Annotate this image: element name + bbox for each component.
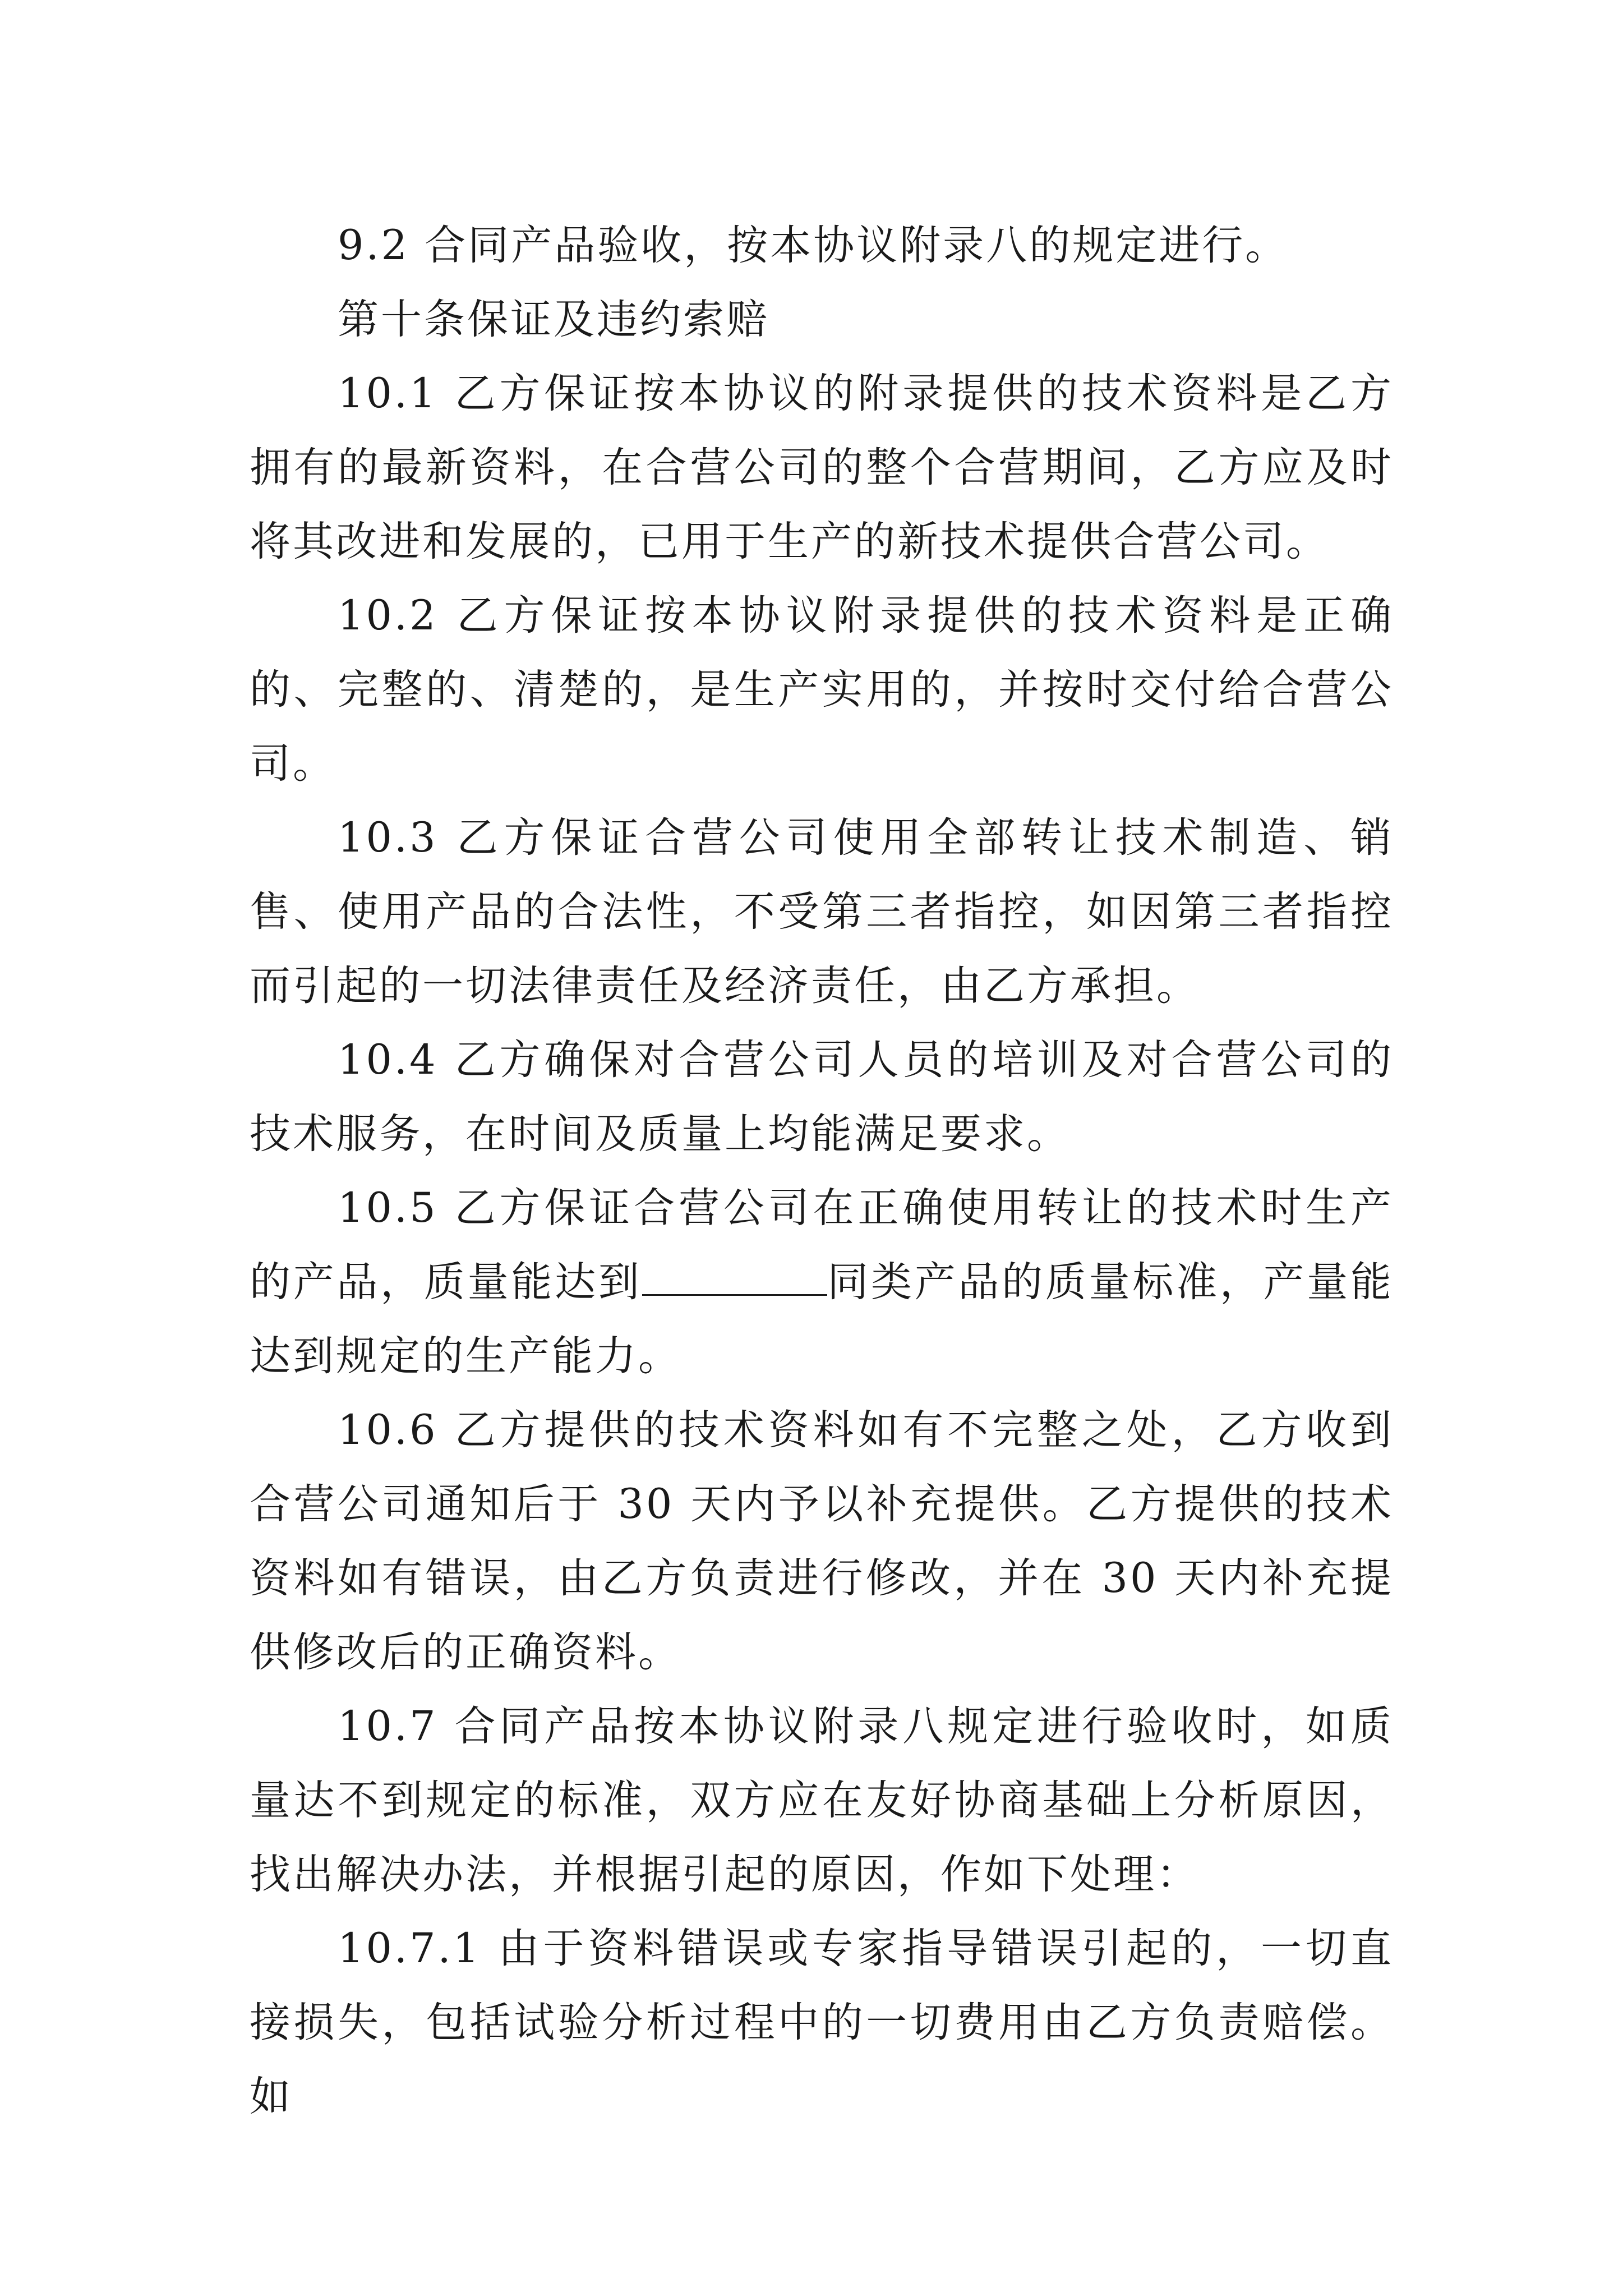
clause-10-1: 10.1 乙方保证按本协议的附录提供的技术资料是乙方拥有的最新资料，在合营公司的整个合营期间，乙方应及时将其改进和发展的，已用于生产的新技术提供合营公司。 — [250, 370, 1394, 565]
fill-in-blank — [642, 1259, 827, 1296]
clause-10-2: 10.2 乙方保证按本协议附录提供的技术资料是正确的、完整的、清楚的，是生产实用的，并按时交付给合营公司。 — [250, 592, 1394, 788]
article-10-title: 第十条保证及违约索赔 — [338, 296, 769, 343]
clause-10-5 — [250, 1171, 1394, 1393]
document-page — [250, 209, 1394, 2134]
clause-10-4: 10.4 乙方确保对合营公司人员的培训及对合营公司的技术服务，在时间及质量上均能满足要求。 — [250, 1036, 1394, 1158]
clause-9-2: 9.2 合同产品验收，按本协议附录八的规定进行。 — [338, 222, 1289, 269]
clause-10-5-after-blank: 同类产品的质量标准，产量能达到规定的生产能力。 — [250, 1258, 1394, 1380]
clause-10-7: 10.7 合同产品按本协议附录八规定进行验收时，如质量达不到规定的标准，双方应在友好协商基础上分析原因，找出解决办法，并根据引起的原因，作如下处理： — [250, 1703, 1394, 1898]
clause-10-5-before-blank: 10.5 乙方保证合营公司在正确使用转让的技术时生产的产品，质量能达到 — [250, 1184, 1394, 1306]
clause-10-6: 10.6 乙方提供的技术资料如有不完整之处，乙方收到合营公司通知后于 30 天内予以补充提供。乙方提供的技术资料如有错误，由乙方负责进行修改，并在 30 天内补充提供修改后的正确资料。 — [250, 1406, 1394, 1676]
clause-10-3: 10.3 乙方保证合营公司使用全部转让技术制造、销售、使用产品的合法性，不受第三者指控，如因第三者指控而引起的一切法律责任及经济责任，由乙方承担。 — [250, 814, 1394, 1010]
clause-10-7-1: 10.7.1 由于资料错误或专家指导错误引起的，一切直接损失，包括试验分析过程中的一切费用由乙方负责赔偿。如 — [250, 1925, 1394, 2120]
